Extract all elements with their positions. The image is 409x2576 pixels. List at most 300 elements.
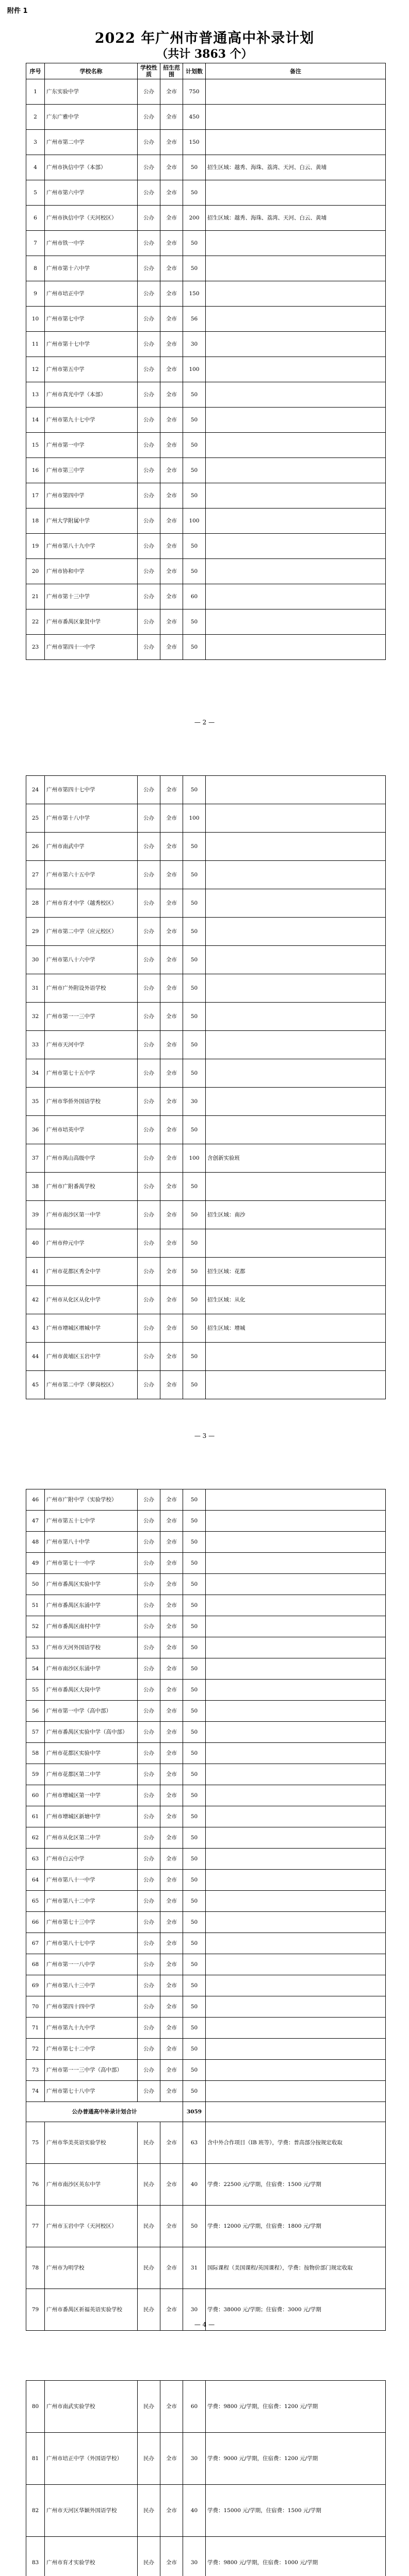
table-row <box>26 357 386 382</box>
table-row <box>26 105 386 130</box>
plan-count: 50 <box>183 1511 206 1532</box>
enroll-scope: 全市 <box>160 1532 183 1553</box>
row-index: 24 <box>26 776 45 804</box>
table-row <box>26 1954 386 1975</box>
plan-count: 50 <box>183 2206 206 2247</box>
school-name: 广州市南沙区英东中学 <box>45 2164 138 2206</box>
table-row <box>26 180 386 206</box>
table-row <box>26 1489 386 1511</box>
row-index: 78 <box>26 2247 45 2289</box>
enroll-scope: 全市 <box>160 1088 183 1116</box>
enroll-scope: 全市 <box>160 1722 183 1743</box>
remark <box>206 1743 386 1764</box>
table-row <box>26 1933 386 1954</box>
table-row <box>26 155 386 180</box>
school-type: 公办 <box>138 1658 160 1680</box>
school-type: 公办 <box>138 1343 160 1371</box>
school-type: 公办 <box>138 635 160 660</box>
table-row <box>26 1912 386 1933</box>
school-name: 广州市第五中学 <box>45 357 138 382</box>
plan-count: 30 <box>183 2433 206 2485</box>
row-index: 21 <box>26 584 45 609</box>
enroll-scope: 全市 <box>160 1806 183 1827</box>
enroll-scope: 全市 <box>160 1371 183 1399</box>
remark <box>206 307 386 332</box>
remark <box>206 918 386 946</box>
plan-count: 50 <box>183 458 206 483</box>
remark <box>206 1806 386 1827</box>
school-name: 广州市第一一八中学 <box>45 1954 138 1975</box>
remark <box>206 105 386 130</box>
school-name: 广州市南沙区第一中学 <box>45 1201 138 1229</box>
school-name: 广州市第六中学 <box>45 180 138 206</box>
school-name: 广州市广外附设外语学校 <box>45 974 138 1003</box>
table-row <box>26 1722 386 1743</box>
school-name: 广州市第四十七中学 <box>45 776 138 804</box>
table-row <box>26 2039 386 2060</box>
table-row <box>26 2018 386 2039</box>
table-row <box>26 1144 386 1173</box>
enroll-scope: 全市 <box>160 2485 183 2537</box>
school-name: 广州市执信中学（天河校区） <box>45 206 138 231</box>
school-name: 广州市育才中学（越秀校区） <box>45 889 138 918</box>
remark <box>206 458 386 483</box>
school-name: 广州市第八十七中学 <box>45 1933 138 1954</box>
table-row <box>26 974 386 1003</box>
remark <box>206 1343 386 1371</box>
school-name: 广州市从化区第二中学 <box>45 1827 138 1849</box>
enroll-scope: 全市 <box>160 889 183 918</box>
school-type: 民办 <box>138 2289 160 2331</box>
plan-count: 100 <box>183 804 206 833</box>
plan-count: 50 <box>183 1912 206 1933</box>
enroll-scope: 全市 <box>160 1116 183 1144</box>
school-type: 公办 <box>138 1059 160 1088</box>
plan-count: 50 <box>183 1722 206 1743</box>
plan-count: 50 <box>183 1286 206 1314</box>
school-type: 公办 <box>138 357 160 382</box>
row-index: 39 <box>26 1201 45 1229</box>
school-name: 广州市第二中学 <box>45 130 138 155</box>
table-row <box>26 1658 386 1680</box>
total-value: 3059 <box>183 2102 206 2122</box>
plan-count: 50 <box>183 776 206 804</box>
remark: 国际课程（美国课程/英国课程），学费：按物价部门规定收取 <box>206 2247 386 2289</box>
plan-count: 50 <box>183 559 206 584</box>
remark <box>206 2060 386 2081</box>
remark: 招生区域：越秀、海珠、荔湾、天河、白云、黄埔 <box>206 155 386 180</box>
table-row <box>26 2206 386 2247</box>
row-index: 45 <box>26 1371 45 1399</box>
enroll-scope: 全市 <box>160 1827 183 1849</box>
table-row <box>26 1743 386 1764</box>
row-index: 67 <box>26 1933 45 1954</box>
remark <box>206 1870 386 1891</box>
row-index: 8 <box>26 256 45 281</box>
school-name: 广州市第七十二中学 <box>45 2039 138 2060</box>
school-name: 广州市培英中学 <box>45 1116 138 1144</box>
plan-table-page-4 <box>26 2380 386 2576</box>
table-row <box>26 458 386 483</box>
school-type: 公办 <box>138 307 160 332</box>
enroll-scope: 全市 <box>160 1574 183 1595</box>
table-row <box>26 534 386 559</box>
row-index: 18 <box>26 509 45 534</box>
row-index: 35 <box>26 1088 45 1116</box>
plan-count: 50 <box>183 433 206 458</box>
row-index: 76 <box>26 2164 45 2206</box>
enroll-scope: 全市 <box>160 1511 183 1532</box>
row-index: 71 <box>26 2018 45 2039</box>
school-type: 公办 <box>138 130 160 155</box>
remark <box>206 1891 386 1912</box>
remark: 招生区域：南沙 <box>206 1201 386 1229</box>
school-type: 公办 <box>138 382 160 408</box>
school-type: 公办 <box>138 1003 160 1031</box>
school-name: 广州市第七中学 <box>45 307 138 332</box>
remark <box>206 231 386 256</box>
remark <box>206 1229 386 1258</box>
remark <box>206 1849 386 1870</box>
plan-count: 50 <box>183 408 206 433</box>
plan-count: 50 <box>183 918 206 946</box>
row-index: 63 <box>26 1849 45 1870</box>
school-type: 民办 <box>138 2206 160 2247</box>
remark <box>206 1511 386 1532</box>
row-index: 49 <box>26 1553 45 1574</box>
school-type: 公办 <box>138 1827 160 1849</box>
school-type: 公办 <box>138 1088 160 1116</box>
remark <box>206 281 386 307</box>
total-label: 公办普通高中补录计划合计 <box>26 2102 183 2122</box>
plan-count: 50 <box>183 609 206 635</box>
school-name: 广州市第九十七中学 <box>45 408 138 433</box>
plan-count: 750 <box>183 79 206 105</box>
row-index: 65 <box>26 1891 45 1912</box>
remark <box>206 1827 386 1849</box>
remark <box>206 382 386 408</box>
remark <box>206 2081 386 2102</box>
school-name: 广州市天河中学 <box>45 1031 138 1059</box>
plan-count: 60 <box>183 2381 206 2433</box>
plan-count: 50 <box>183 1849 206 1870</box>
school-type: 公办 <box>138 509 160 534</box>
enroll-scope: 全市 <box>160 2164 183 2206</box>
remark <box>206 1933 386 1954</box>
table-row <box>26 1173 386 1201</box>
school-name: 广州市第十六中学 <box>45 256 138 281</box>
school-type: 公办 <box>138 1849 160 1870</box>
row-index: 68 <box>26 1954 45 1975</box>
school-name: 广州市第七十八中学 <box>45 2081 138 2102</box>
plan-count: 60 <box>183 584 206 609</box>
table-row <box>26 79 386 105</box>
enroll-scope: 全市 <box>160 1031 183 1059</box>
remark <box>206 861 386 889</box>
school-name: 广东实验中学 <box>45 79 138 105</box>
remark <box>206 2039 386 2060</box>
enroll-scope: 全市 <box>160 1489 183 1511</box>
school-type: 民办 <box>138 2247 160 2289</box>
table-row <box>26 1785 386 1806</box>
school-name: 广州市执信中学（本部） <box>45 155 138 180</box>
row-index: 64 <box>26 1870 45 1891</box>
school-type: 公办 <box>138 1511 160 1532</box>
table-row <box>26 1827 386 1849</box>
school-type: 公办 <box>138 332 160 357</box>
plan-count: 50 <box>183 889 206 918</box>
remark <box>206 1658 386 1680</box>
school-name: 广州市第四十四中学 <box>45 1996 138 2018</box>
school-type: 公办 <box>138 206 160 231</box>
row-index: 2 <box>26 105 45 130</box>
remark <box>206 1532 386 1553</box>
school-name: 广州市第一一三中学 <box>45 1003 138 1031</box>
school-type: 民办 <box>138 2164 160 2206</box>
remark: 学费：22500 元/学期，住宿费：1500 元/学期 <box>206 2164 386 2206</box>
school-name: 广州市番禺区象贤中学 <box>45 609 138 635</box>
table-row <box>26 559 386 584</box>
row-index: 51 <box>26 1595 45 1616</box>
school-name: 广州市协和中学 <box>45 559 138 584</box>
row-index: 70 <box>26 1996 45 2018</box>
enroll-scope: 全市 <box>160 1996 183 2018</box>
school-type: 公办 <box>138 861 160 889</box>
enroll-scope: 全市 <box>160 609 183 635</box>
remark: 招生区域：越秀、海珠、荔湾、天河、白云、黄埔 <box>206 206 386 231</box>
plan-count: 50 <box>183 1701 206 1722</box>
plan-count: 50 <box>183 1637 206 1658</box>
column-header: 备注 <box>206 63 386 79</box>
plan-count: 50 <box>183 2039 206 2060</box>
table-row <box>26 1870 386 1891</box>
plan-count: 50 <box>183 635 206 660</box>
enroll-scope: 全市 <box>160 2060 183 2081</box>
row-index: 23 <box>26 635 45 660</box>
plan-count: 50 <box>183 1933 206 1954</box>
table-row <box>26 408 386 433</box>
table-row <box>26 2164 386 2206</box>
enroll-scope: 全市 <box>160 1743 183 1764</box>
enroll-scope: 全市 <box>160 2433 183 2485</box>
enroll-scope: 全市 <box>160 79 183 105</box>
enroll-scope: 全市 <box>160 180 183 206</box>
enroll-scope: 全市 <box>160 1229 183 1258</box>
school-type: 公办 <box>138 1574 160 1595</box>
table-row <box>26 1806 386 1827</box>
enroll-scope: 全市 <box>160 130 183 155</box>
enroll-scope: 全市 <box>160 1849 183 1870</box>
enroll-scope: 全市 <box>160 559 183 584</box>
remark <box>206 635 386 660</box>
table-row <box>26 1553 386 1574</box>
row-index: 26 <box>26 833 45 861</box>
school-name: 广州市第二中学（萝岗校区） <box>45 1371 138 1399</box>
plan-count: 50 <box>183 1870 206 1891</box>
remark <box>206 180 386 206</box>
school-type: 公办 <box>138 609 160 635</box>
school-name: 广州市培正中学（外国语学校） <box>45 2433 138 2485</box>
table-row <box>26 509 386 534</box>
table-row <box>26 2122 386 2164</box>
table-row <box>26 1680 386 1701</box>
school-type: 公办 <box>138 1701 160 1722</box>
enroll-scope: 全市 <box>160 231 183 256</box>
row-index: 69 <box>26 1975 45 1996</box>
enroll-scope: 全市 <box>160 2122 183 2164</box>
row-index: 61 <box>26 1806 45 1827</box>
school-type: 公办 <box>138 408 160 433</box>
school-name: 广州市第十三中学 <box>45 584 138 609</box>
table-row <box>26 382 386 408</box>
enroll-scope: 全市 <box>160 256 183 281</box>
row-index: 60 <box>26 1785 45 1806</box>
remark <box>206 1116 386 1144</box>
enroll-scope: 全市 <box>160 1258 183 1286</box>
school-name: 广州市番禺区实验中学（高中部） <box>45 1722 138 1743</box>
enroll-scope: 全市 <box>160 1891 183 1912</box>
plan-count: 100 <box>183 1144 206 1173</box>
enroll-scope: 全市 <box>160 509 183 534</box>
school-name: 广州市第三中学 <box>45 458 138 483</box>
school-type: 公办 <box>138 1954 160 1975</box>
school-type: 公办 <box>138 483 160 509</box>
school-name: 广州市黄埔区玉岩中学 <box>45 1343 138 1371</box>
plan-count: 50 <box>183 1785 206 1806</box>
remark <box>206 1574 386 1595</box>
plan-count: 50 <box>183 1031 206 1059</box>
enroll-scope: 全市 <box>160 332 183 357</box>
remark <box>206 408 386 433</box>
row-index: 12 <box>26 357 45 382</box>
enroll-scope: 全市 <box>160 1933 183 1954</box>
school-type: 公办 <box>138 1314 160 1343</box>
remark <box>206 357 386 382</box>
school-name: 广州市第六十五中学 <box>45 861 138 889</box>
plan-count: 50 <box>183 833 206 861</box>
plan-count: 50 <box>183 2060 206 2081</box>
plan-count: 50 <box>183 1827 206 1849</box>
enroll-scope: 全市 <box>160 206 183 231</box>
remark <box>206 1701 386 1722</box>
remark: 学费：9800 元/学期，住宿费：1000 元/学期 <box>206 2537 386 2576</box>
remark <box>206 1489 386 1511</box>
school-type: 公办 <box>138 1371 160 1399</box>
enroll-scope: 全市 <box>160 2206 183 2247</box>
school-type: 公办 <box>138 79 160 105</box>
table-row <box>26 1616 386 1637</box>
remark <box>206 974 386 1003</box>
table-row <box>26 861 386 889</box>
table-row <box>26 804 386 833</box>
school-name: 广州市南武中学 <box>45 833 138 861</box>
row-index: 83 <box>26 2537 45 2576</box>
school-type: 民办 <box>138 2381 160 2433</box>
table-row <box>26 1229 386 1258</box>
remark <box>206 584 386 609</box>
row-index: 42 <box>26 1286 45 1314</box>
plan-count: 50 <box>183 382 206 408</box>
school-type: 公办 <box>138 1229 160 1258</box>
row-index: 74 <box>26 2081 45 2102</box>
plan-table-page-1 <box>26 63 386 660</box>
remark: 学费：12000 元/学期，住宿费：1800 元/学期 <box>206 2206 386 2247</box>
enroll-scope: 全市 <box>160 1286 183 1314</box>
enroll-scope: 全市 <box>160 307 183 332</box>
school-type: 公办 <box>138 1489 160 1511</box>
table-row <box>26 1003 386 1031</box>
plan-count: 50 <box>183 1616 206 1637</box>
plan-count: 63 <box>183 2122 206 2164</box>
enroll-scope: 全市 <box>160 433 183 458</box>
school-type: 公办 <box>138 1144 160 1173</box>
row-index: 58 <box>26 1743 45 1764</box>
row-index: 19 <box>26 534 45 559</box>
plan-count: 50 <box>183 2018 206 2039</box>
plan-count: 50 <box>183 1201 206 1229</box>
school-type: 公办 <box>138 559 160 584</box>
school-type: 公办 <box>138 1616 160 1637</box>
page-number: — 3 — <box>194 1432 215 1439</box>
plan-count: 50 <box>183 180 206 206</box>
plan-count: 200 <box>183 206 206 231</box>
row-index: 81 <box>26 2433 45 2485</box>
school-type: 公办 <box>138 1933 160 1954</box>
school-name: 广州市从化区从化中学 <box>45 1286 138 1314</box>
plan-count: 50 <box>183 155 206 180</box>
school-name: 广州市第八十三中学 <box>45 1975 138 1996</box>
row-index: 40 <box>26 1229 45 1258</box>
school-name: 广州大学附属中学 <box>45 509 138 534</box>
plan-count: 50 <box>183 534 206 559</box>
column-header: 序号 <box>26 63 45 79</box>
school-type: 公办 <box>138 1116 160 1144</box>
school-name: 广州市花都区秀全中学 <box>45 1258 138 1286</box>
enroll-scope: 全市 <box>160 1201 183 1229</box>
school-type: 公办 <box>138 1785 160 1806</box>
row-index: 47 <box>26 1511 45 1532</box>
school-type: 公办 <box>138 946 160 974</box>
school-type: 公办 <box>138 1870 160 1891</box>
table-header-row <box>26 63 386 79</box>
row-index: 62 <box>26 1827 45 1849</box>
enroll-scope: 全市 <box>160 861 183 889</box>
enroll-scope: 全市 <box>160 1343 183 1371</box>
school-type: 公办 <box>138 1680 160 1701</box>
plan-count: 50 <box>183 1258 206 1286</box>
plan-count: 100 <box>183 357 206 382</box>
school-name: 广州市第五十七中学 <box>45 1511 138 1532</box>
school-name: 广州市番禺区东涌中学 <box>45 1595 138 1616</box>
enroll-scope: 全市 <box>160 1637 183 1658</box>
school-type: 公办 <box>138 1553 160 1574</box>
school-name: 广州市广附中学（实验学校） <box>45 1489 138 1511</box>
school-type: 公办 <box>138 1996 160 2018</box>
school-type: 民办 <box>138 2537 160 2576</box>
school-type: 公办 <box>138 231 160 256</box>
table-row <box>26 584 386 609</box>
row-index: 20 <box>26 559 45 584</box>
enroll-scope: 全市 <box>160 776 183 804</box>
enroll-scope: 全市 <box>160 105 183 130</box>
school-name: 广州市白云中学 <box>45 1849 138 1870</box>
school-name: 广州市天河外国语学校 <box>45 1637 138 1658</box>
remark <box>206 1785 386 1806</box>
school-type: 公办 <box>138 889 160 918</box>
row-index: 34 <box>26 1059 45 1088</box>
school-type: 公办 <box>138 1173 160 1201</box>
remark: 学费：15000 元/学期，住宿费：1500 元/学期 <box>206 2485 386 2537</box>
